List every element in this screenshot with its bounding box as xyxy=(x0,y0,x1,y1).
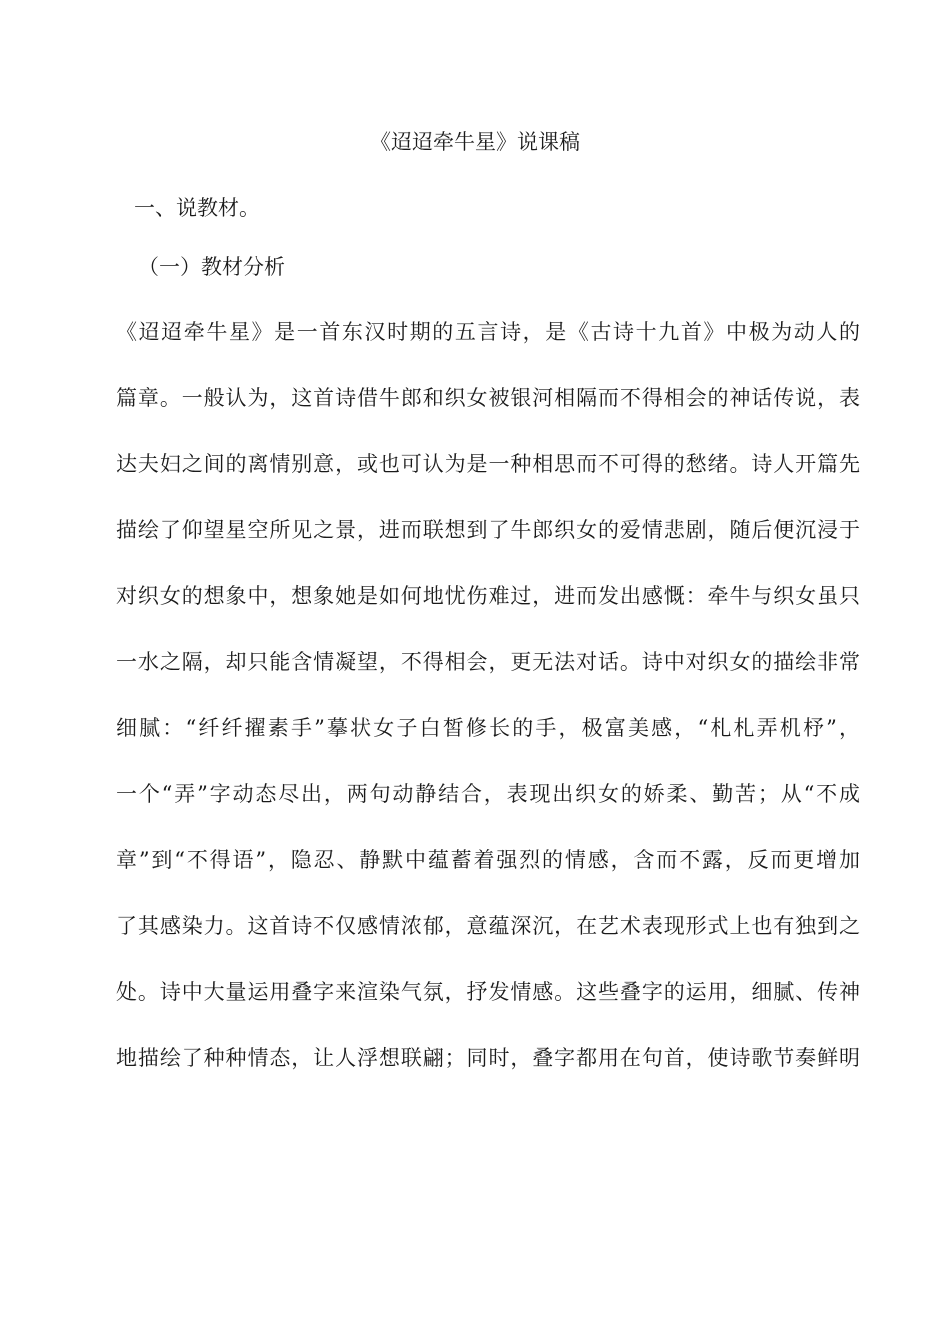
paragraph-line: 细腻：“纤纤擢素手”摹状女子白皙修长的手，极富美感，“札札弄机杼”， xyxy=(116,716,860,740)
paragraph-line: 章”到“不得语”，隐忍、静默中蕴蓄着强烈的情感，含而不露，反而更增加 xyxy=(116,848,860,872)
subsection-heading: （一）教材分析 xyxy=(138,255,285,279)
paragraph-line: 对织女的想象中，想象她是如何地忧伤难过，进而发出感慨：牵牛与织女虽只 xyxy=(116,584,860,608)
body-paragraph xyxy=(116,312,860,1104)
paragraph-line: 篇章。一般认为，这首诗借牛郎和织女被银河相隔而不得相会的神话传说，表 xyxy=(116,386,860,410)
paragraph-line: 一水之隔，却只能含情凝望，不得相会，更无法对话。诗中对织女的描绘非常 xyxy=(116,650,860,674)
paragraph-line: 《迢迢牵牛星》是一首东汉时期的五言诗，是《古诗十九首》中极为动人的 xyxy=(116,320,860,344)
paragraph-line: 地描绘了种种情态，让人浮想联翩；同时，叠字都用在句首，使诗歌节奏鲜明 xyxy=(116,1046,860,1070)
paragraph-line: 了其感染力。这首诗不仅感情浓郁，意蕴深沉，在艺术表现形式上也有独到之 xyxy=(116,914,860,938)
paragraph-line: 处。诗中大量运用叠字来渲染气氛，抒发情感。这些叠字的运用，细腻、传神 xyxy=(116,980,860,1004)
paragraph-line: 达夫妇之间的离情别意，或也可认为是一种相思而不可得的愁绪。诗人开篇先 xyxy=(116,452,860,476)
paragraph-line: 描绘了仰望星空所见之景，进而联想到了牛郎织女的爱情悲剧，随后便沉浸于 xyxy=(116,518,860,542)
paragraph-line: 一个“弄”字动态尽出，两句动静结合，表现出织女的娇柔、勤苦；从“不成 xyxy=(116,782,860,806)
section-heading: 一、说教材。 xyxy=(134,196,260,220)
document-title: 《迢迢牵牛星》说课稿 xyxy=(370,130,580,154)
